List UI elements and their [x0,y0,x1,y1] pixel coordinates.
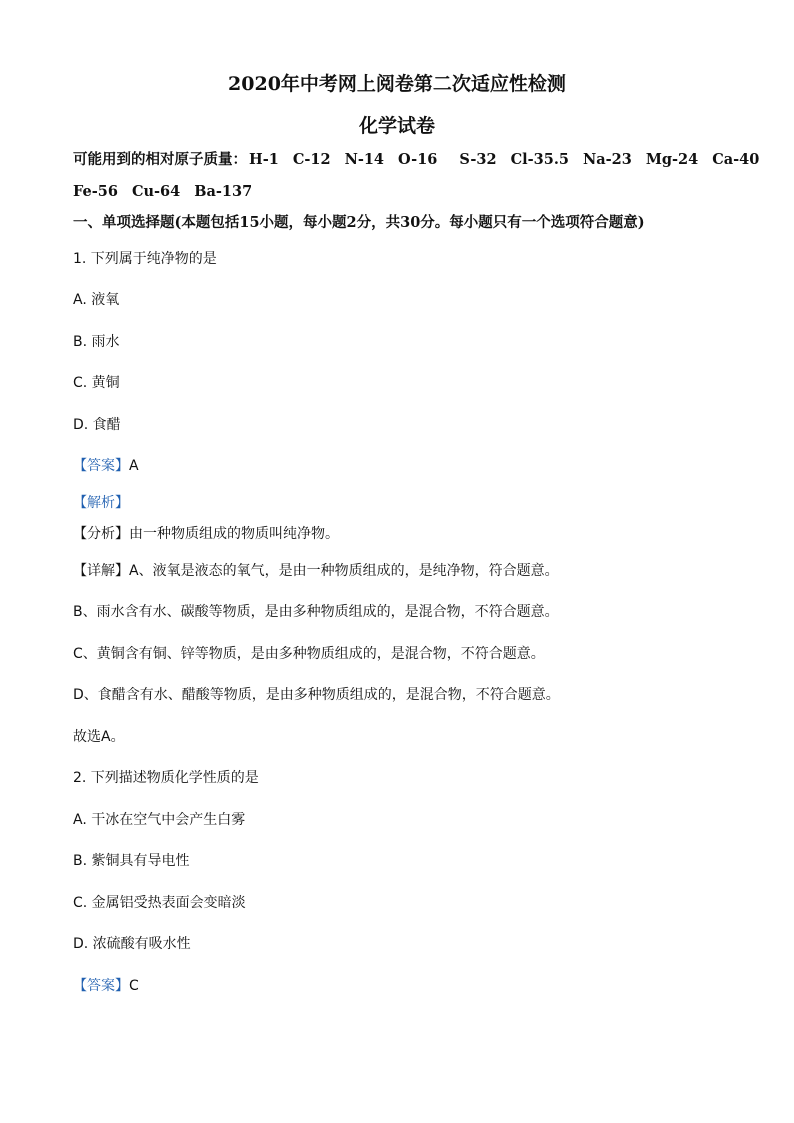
atomic-mass-item: Fe-56 [73,183,118,200]
question-1-analysis-tag [73,494,129,512]
question-1-option-a: A. 液氧 [73,292,120,308]
answer-value: A [129,458,139,474]
question-1-fenxi [73,525,339,543]
atomic-mass-row-2 [73,183,266,201]
question-1-stem: 1. 下列属于纯净物的是 [73,251,217,267]
atomic-mass-label: 可能用到的相对原子质量： [73,151,247,168]
atomic-mass-item: Na-23 [582,151,632,168]
question-1-detail-c: C、黄铜含有铜、锌等物质，是由多种物质组成的，是混合物，不符合题意。 [73,646,545,662]
atomic-mass-item: Ba-137 [194,183,253,200]
question-1-conclusion: 故选A。 [73,729,125,745]
page-title: 2020年中考网上阅卷第二次适应性检测 [228,73,566,95]
question-1-option-c: C. 黄铜 [73,375,120,391]
question-2-option-d: D. 浓硫酸有吸水性 [73,936,191,952]
question-1-option-b: B. 雨水 [73,334,120,350]
question-1-detail-d: D、食醋含有水、醋酸等物质，是由多种物质组成的，是混合物，不符合题意。 [73,687,560,703]
xiangjie-tag: 【详解】 [73,563,129,579]
answer-value: C [129,978,139,994]
atomic-mass-item: Mg-24 [645,151,699,168]
question-1-detail-b: B、雨水含有水、碳酸等物质，是由多种物质组成的，是混合物，不符合题意。 [73,604,559,620]
question-2-option-c: C. 金属铝受热表面会变暗淡 [73,895,246,911]
atomic-mass-item: O-16 [398,151,438,168]
question-1-xiangjie [73,562,559,580]
atomic-mass-item: Cu-64 [131,183,181,200]
answer-tag: 【答案】 [73,458,129,474]
question-2-option-b: B. 紫铜具有导电性 [73,853,190,869]
fenxi-text: 由一种物质组成的物质叫纯净物。 [129,526,339,542]
xiangjie-text: A、液氧是液态的氧气，是由一种物质组成的，是纯净物，符合题意。 [129,563,559,579]
atomic-mass-item: H-1 [249,151,279,168]
atomic-mass-item: C-12 [292,151,331,168]
atomic-mass-item: N-14 [344,151,385,168]
question-2-answer [73,977,139,995]
atomic-mass-row-1 [73,151,759,169]
question-2-stem: 2. 下列描述物质化学性质的是 [73,770,259,786]
atomic-mass-item: S-32 [459,151,497,168]
atomic-mass-item: Ca-40 [712,151,760,168]
page-subtitle: 化学试卷 [358,115,435,137]
answer-tag: 【答案】 [73,978,129,994]
analysis-tag: 【解析】 [73,495,129,511]
question-1-option-d: D. 食醋 [73,417,121,433]
question-2-option-a: A. 干冰在空气中会产生白雾 [73,812,246,828]
atomic-mass-item: Cl-35.5 [510,151,569,168]
question-1-answer [73,457,139,475]
fenxi-tag: 【分析】 [73,526,129,542]
section-heading: 一、单项选择题(本题包括15小题，每小题2分，共30分。每小题只有一个选项符合题意) [73,214,645,231]
